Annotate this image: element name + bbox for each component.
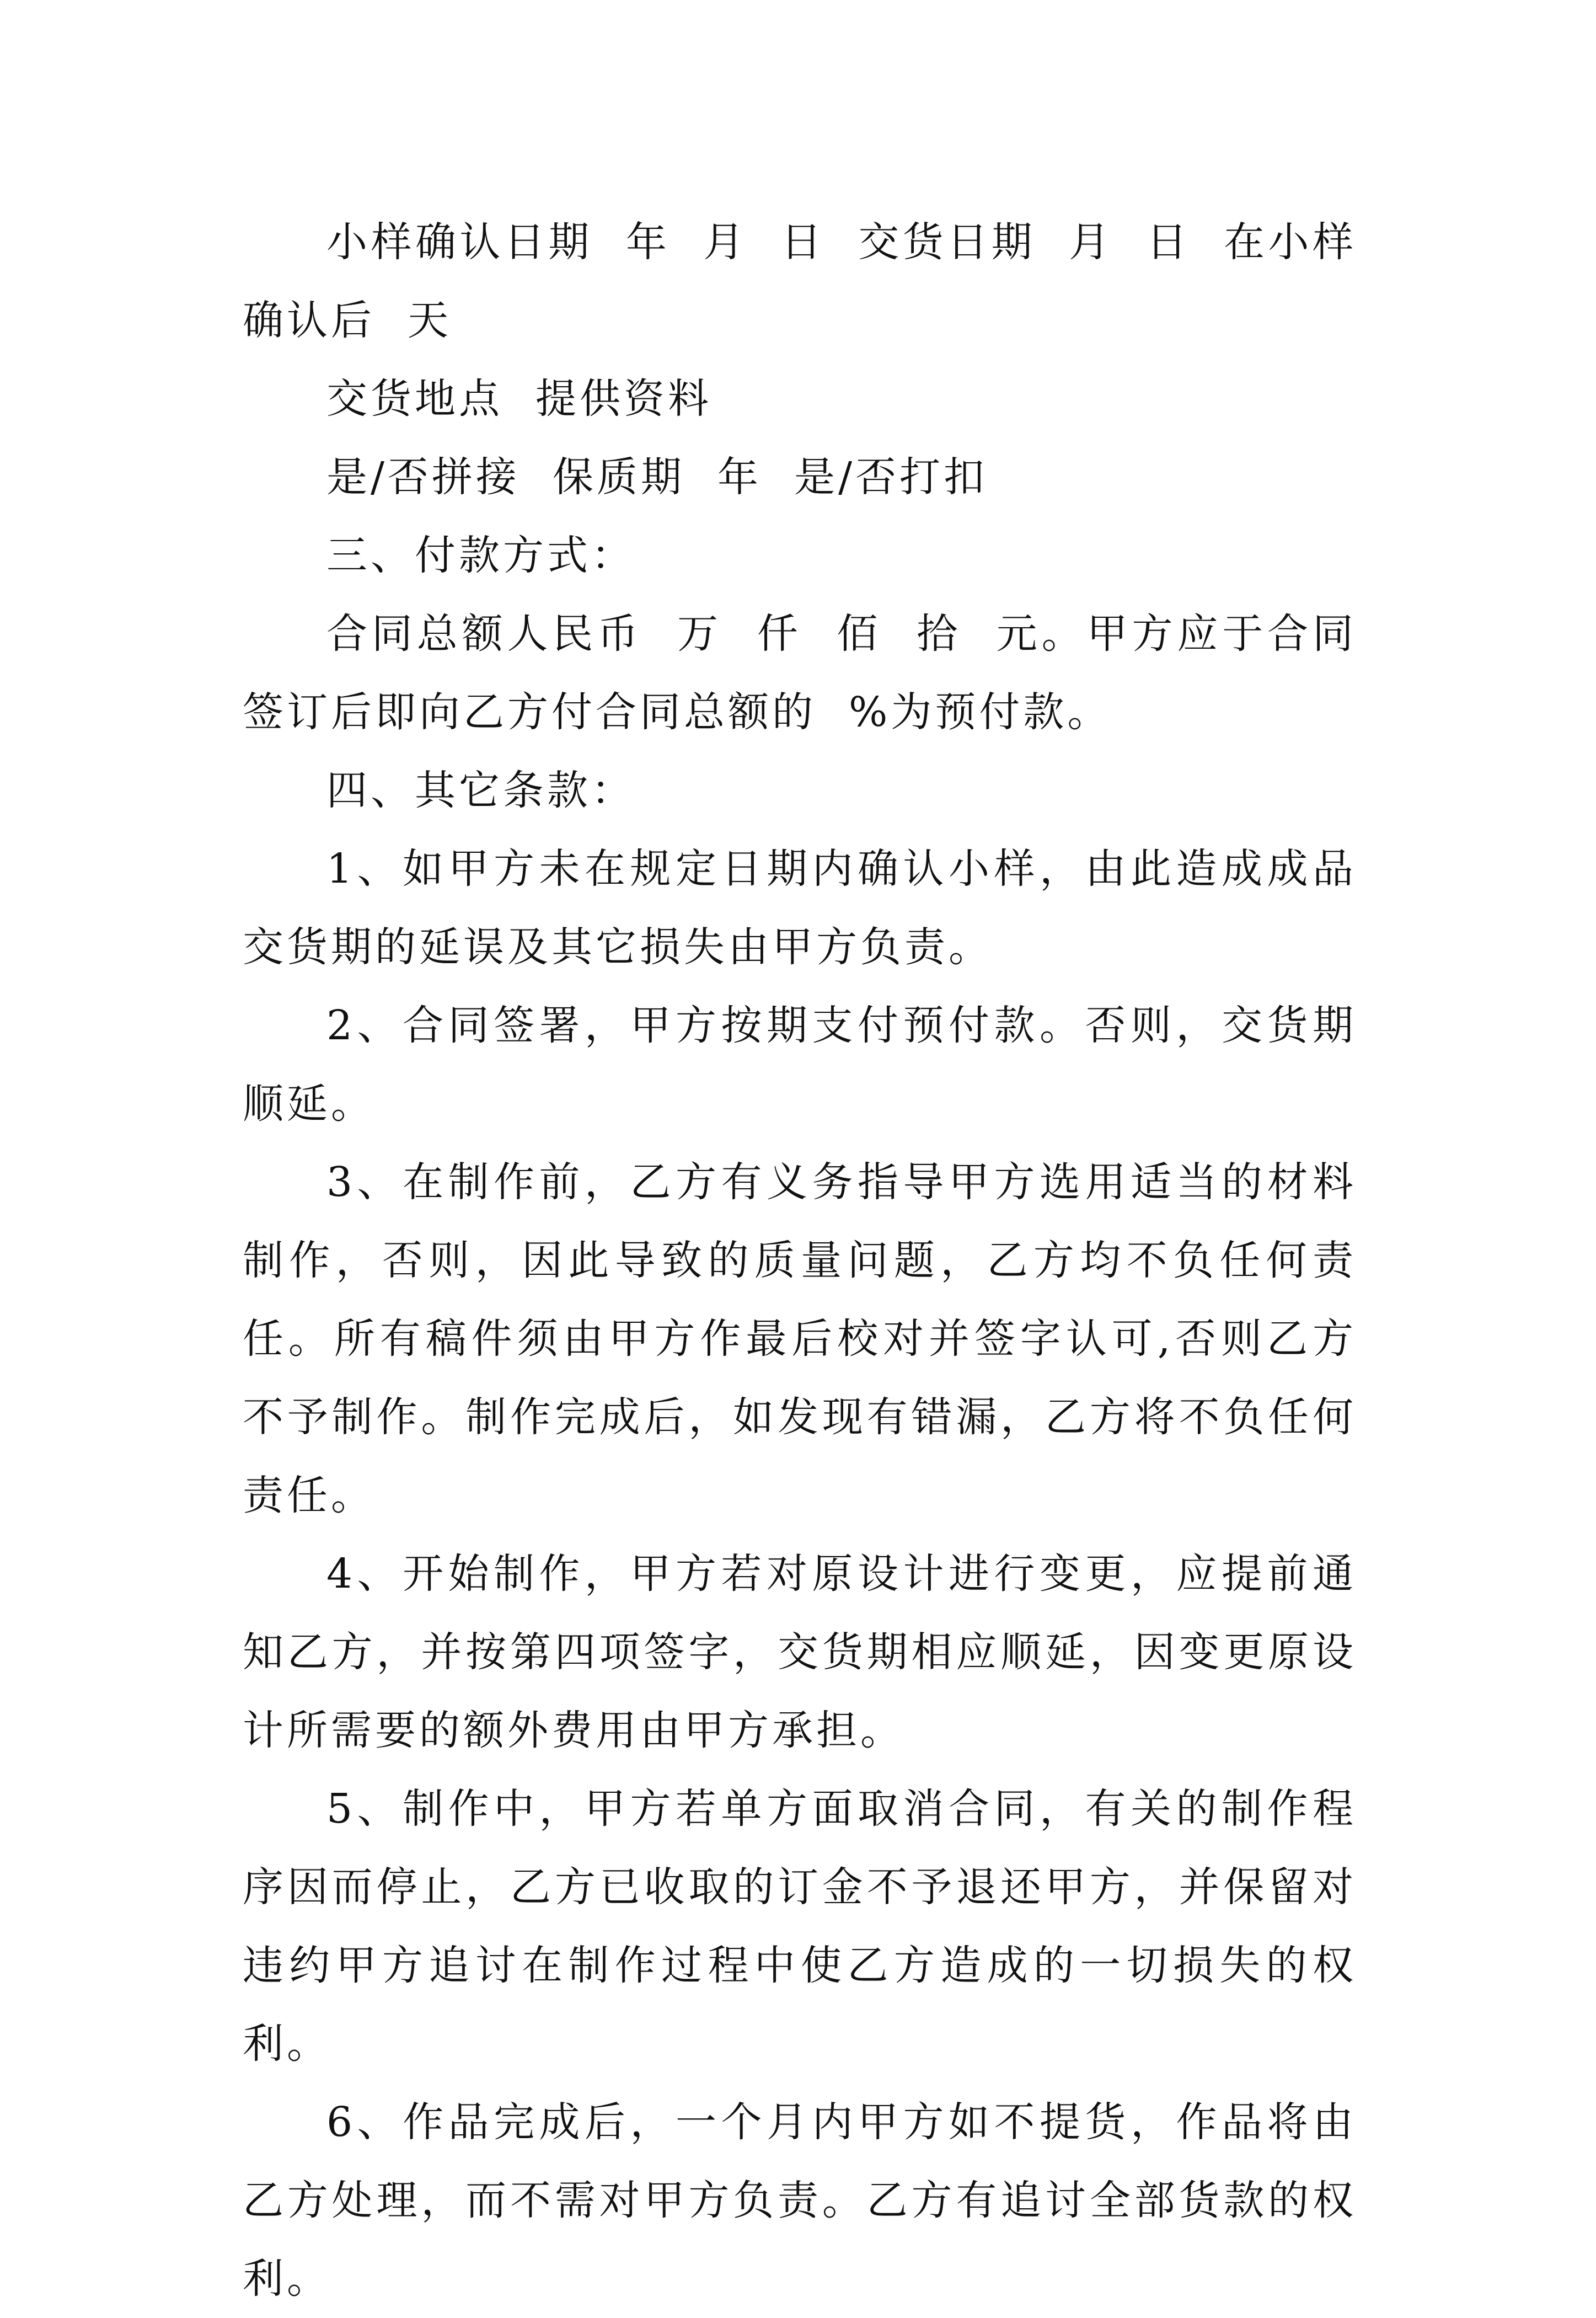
clause-6: 6、作品完成后，一个月内甲方如不提货，作品将由乙方处理，而不需对甲方负责。乙方有追讨全部货款的权利。	[243, 2098, 1357, 2303]
document-body	[243, 203, 1357, 2318]
other-terms-heading: 四、其它条款：	[326, 767, 635, 814]
clause-3: 3、在制作前，乙方有义务指导甲方选用适当的材料制作，否则，因此导致的质量问题，乙方均不负任何责任。所有稿件须由甲方作最后校对并签字认可,否则乙方不予制作。制作完成后，如发现有错漏，乙方将不负任何责任。	[243, 1158, 1357, 1519]
warranty-line: 是/否拼接 保质期 年 是/否打扣	[326, 453, 988, 501]
payment-heading: 三、付款方式：	[326, 532, 635, 579]
delivery-location-line: 交货地点 提供资料	[326, 375, 713, 423]
clause-5: 5、制作中，甲方若单方面取消合同，有关的制作程序因而停止，乙方已收取的订金不予退还甲方，并保留对违约甲方追讨在制作过程中使乙方造成的一切损失的权利。	[243, 1785, 1357, 2068]
clause-2: 2、合同签署，甲方按期支付预付款。否则，交货期顺延。	[243, 1002, 1357, 1128]
clause-4: 4、开始制作，甲方若对原设计进行变更，应提前通知乙方，并按第四项签字，交货期相应顺延，因变更原设计所需要的额外费用由甲方承担。	[243, 1550, 1357, 1754]
payment-terms-paragraph: 合同总额人民币 万 仟 佰 拾 元。甲方应于合同签订后即向乙方付合同总额的 %为预付款。	[243, 610, 1357, 736]
clause-1: 1、如甲方未在规定日期内确认小样，由此造成成品交货期的延误及其它损失由甲方负责。	[243, 845, 1357, 971]
sample-delivery-dates-line: 小样确认日期 年 月 日 交货日期 月 日 在小样确认后 天	[243, 218, 1357, 344]
